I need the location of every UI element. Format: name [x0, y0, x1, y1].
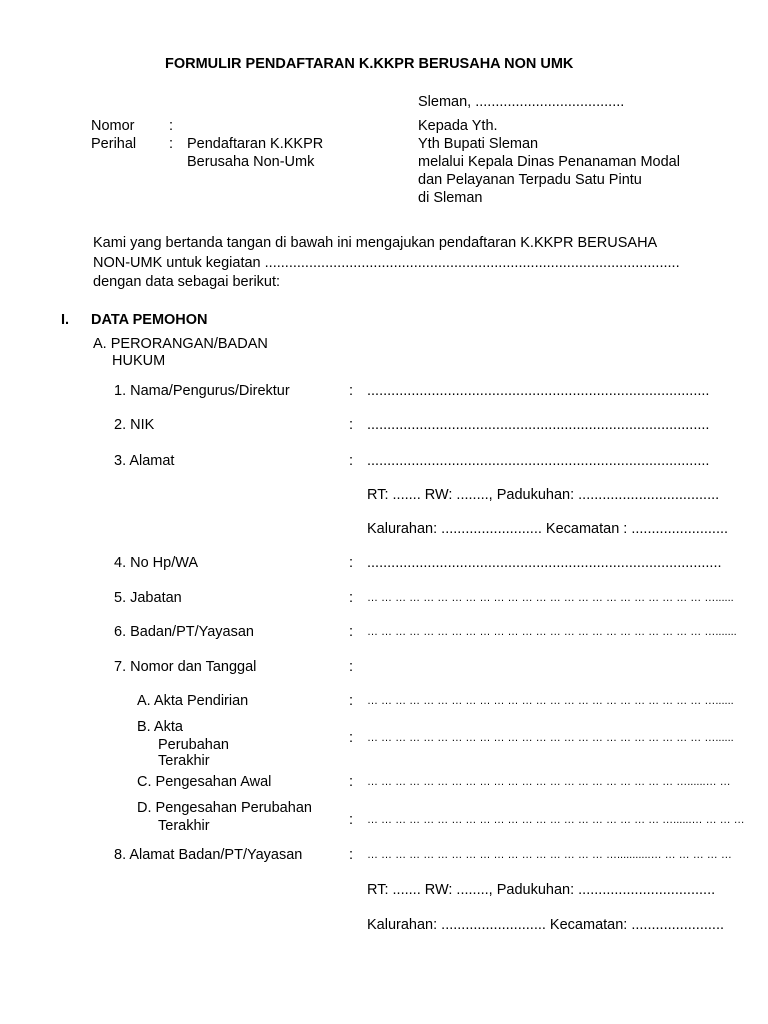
- field-colon: :: [349, 847, 354, 863]
- field-colon: :: [349, 383, 354, 399]
- perihal-value-line2: Berusaha Non-Umk: [187, 154, 315, 170]
- field-value-akta-perubahan[interactable]: … … … … … … … … … … … … … … … … … … … … … … … … …......: [367, 732, 734, 744]
- field-colon: :: [349, 730, 354, 746]
- recipient-line5: di Sleman: [418, 190, 483, 206]
- perihal-label: Perihal: [91, 136, 137, 152]
- field-value-pengesahan-perubahan[interactable]: … … … … … … … … … … … … … … … … … … … … … …......… … … …: [367, 814, 745, 826]
- field-label-nomor-tanggal: 7. Nomor dan Tanggal: [114, 659, 257, 675]
- field-value-kalurahan-kecamatan-badan[interactable]: Kalurahan: .......................... Kecamatan: .......................: [367, 917, 724, 933]
- field-colon: :: [349, 659, 354, 675]
- field-label-akta-pendirian: A. Akta Pendirian: [137, 693, 249, 709]
- nomor-colon: :: [169, 118, 174, 134]
- field-value-nik[interactable]: .....................................................................................: [367, 417, 710, 433]
- field-label-pengesahan-perubahan: D. Pengesahan Perubahan: [137, 800, 312, 816]
- field-value-nohp[interactable]: ........................................................................................: [367, 555, 722, 571]
- field-value-nama[interactable]: .....................................................................................: [367, 383, 710, 399]
- place-date: Sleman, .....................................: [418, 94, 625, 110]
- field-label-nik: 2. NIK: [114, 417, 155, 433]
- field-label-akta-perubahan-line2: Perubahan: [158, 737, 229, 753]
- field-value-badan[interactable]: … … … … … … … … … … … … … … … … … … … … … … … … ….......: [367, 626, 737, 638]
- subsection-a-line1: A. PERORANGAN/BADAN: [93, 336, 268, 352]
- recipient-line1: Kepada Yth.: [418, 118, 498, 134]
- field-value-rt-rw-padukuhan-badan[interactable]: RT: ....... RW: ........, Padukuhan: ..................................: [367, 882, 716, 898]
- field-value-alamat[interactable]: .....................................................................................: [367, 453, 710, 469]
- field-colon: :: [349, 624, 354, 640]
- field-colon: :: [349, 774, 354, 790]
- field-label-pengesahan-perubahan-line2: Terakhir: [158, 818, 210, 834]
- field-label-nama: 1. Nama/Pengurus/Direktur: [114, 383, 290, 399]
- field-colon: :: [349, 693, 354, 709]
- subsection-a-line2: HUKUM: [112, 353, 166, 369]
- field-label-akta-perubahan-line3: Terakhir: [158, 753, 210, 769]
- field-label-akta-perubahan: B. Akta: [137, 719, 183, 735]
- recipient-line4: dan Pelayanan Terpadu Satu Pintu: [418, 172, 642, 188]
- recipient-line3: melalui Kepala Dinas Penanaman Modal: [418, 154, 680, 170]
- perihal-value-line1: Pendaftaran K.KKPR: [187, 136, 324, 152]
- field-value-pengesahan-awal[interactable]: … … … … … … … … … … … … … … … … … … … … … … …......… …: [367, 776, 731, 788]
- intro-line1: Kami yang bertanda tangan di bawah ini mengajukan pendaftaran K.KKPR BERUSAHA: [93, 235, 658, 251]
- form-title: FORMULIR PENDAFTARAN K.KKPR BERUSAHA NON UMK: [165, 56, 574, 72]
- nomor-label: Nomor: [91, 118, 135, 134]
- field-label-alamat: 3. Alamat: [114, 453, 175, 469]
- section-title: DATA PEMOHON: [91, 312, 208, 328]
- field-colon: :: [349, 417, 354, 433]
- field-value-jabatan[interactable]: … … … … … … … … … … … … … … … … … … … … … … … … …......: [367, 592, 734, 604]
- field-label-alamat-badan: 8. Alamat Badan/PT/Yayasan: [114, 847, 303, 863]
- field-label-badan: 6. Badan/PT/Yayasan: [114, 624, 254, 640]
- field-value-rt-rw-padukuhan[interactable]: RT: ....... RW: ........, Padukuhan: ...................................: [367, 487, 720, 503]
- field-value-akta-pendirian[interactable]: … … … … … … … … … … … … … … … … … … … … … … … … …......: [367, 695, 734, 707]
- field-label-jabatan: 5. Jabatan: [114, 590, 182, 606]
- field-value-alamat-badan[interactable]: … … … … … … … … … … … … … … … … … …...........… … … … … …: [367, 849, 732, 861]
- intro-line3: dengan data sebagai berikut:: [93, 274, 281, 290]
- perihal-colon: :: [169, 136, 174, 152]
- field-colon: :: [349, 453, 354, 469]
- intro-line2: NON-UMK untuk kegiatan .......................................................................................................: [93, 255, 680, 271]
- field-colon: :: [349, 555, 354, 571]
- recipient-line2: Yth Bupati Sleman: [418, 136, 539, 152]
- field-label-pengesahan-awal: C. Pengesahan Awal: [137, 774, 272, 790]
- field-value-kalurahan-kecamatan[interactable]: Kalurahan: ......................... Kecamatan : ........................: [367, 521, 729, 537]
- field-colon: :: [349, 812, 354, 828]
- section-number: I.: [61, 312, 70, 328]
- field-colon: :: [349, 590, 354, 606]
- field-label-nohp: 4. No Hp/WA: [114, 555, 199, 571]
